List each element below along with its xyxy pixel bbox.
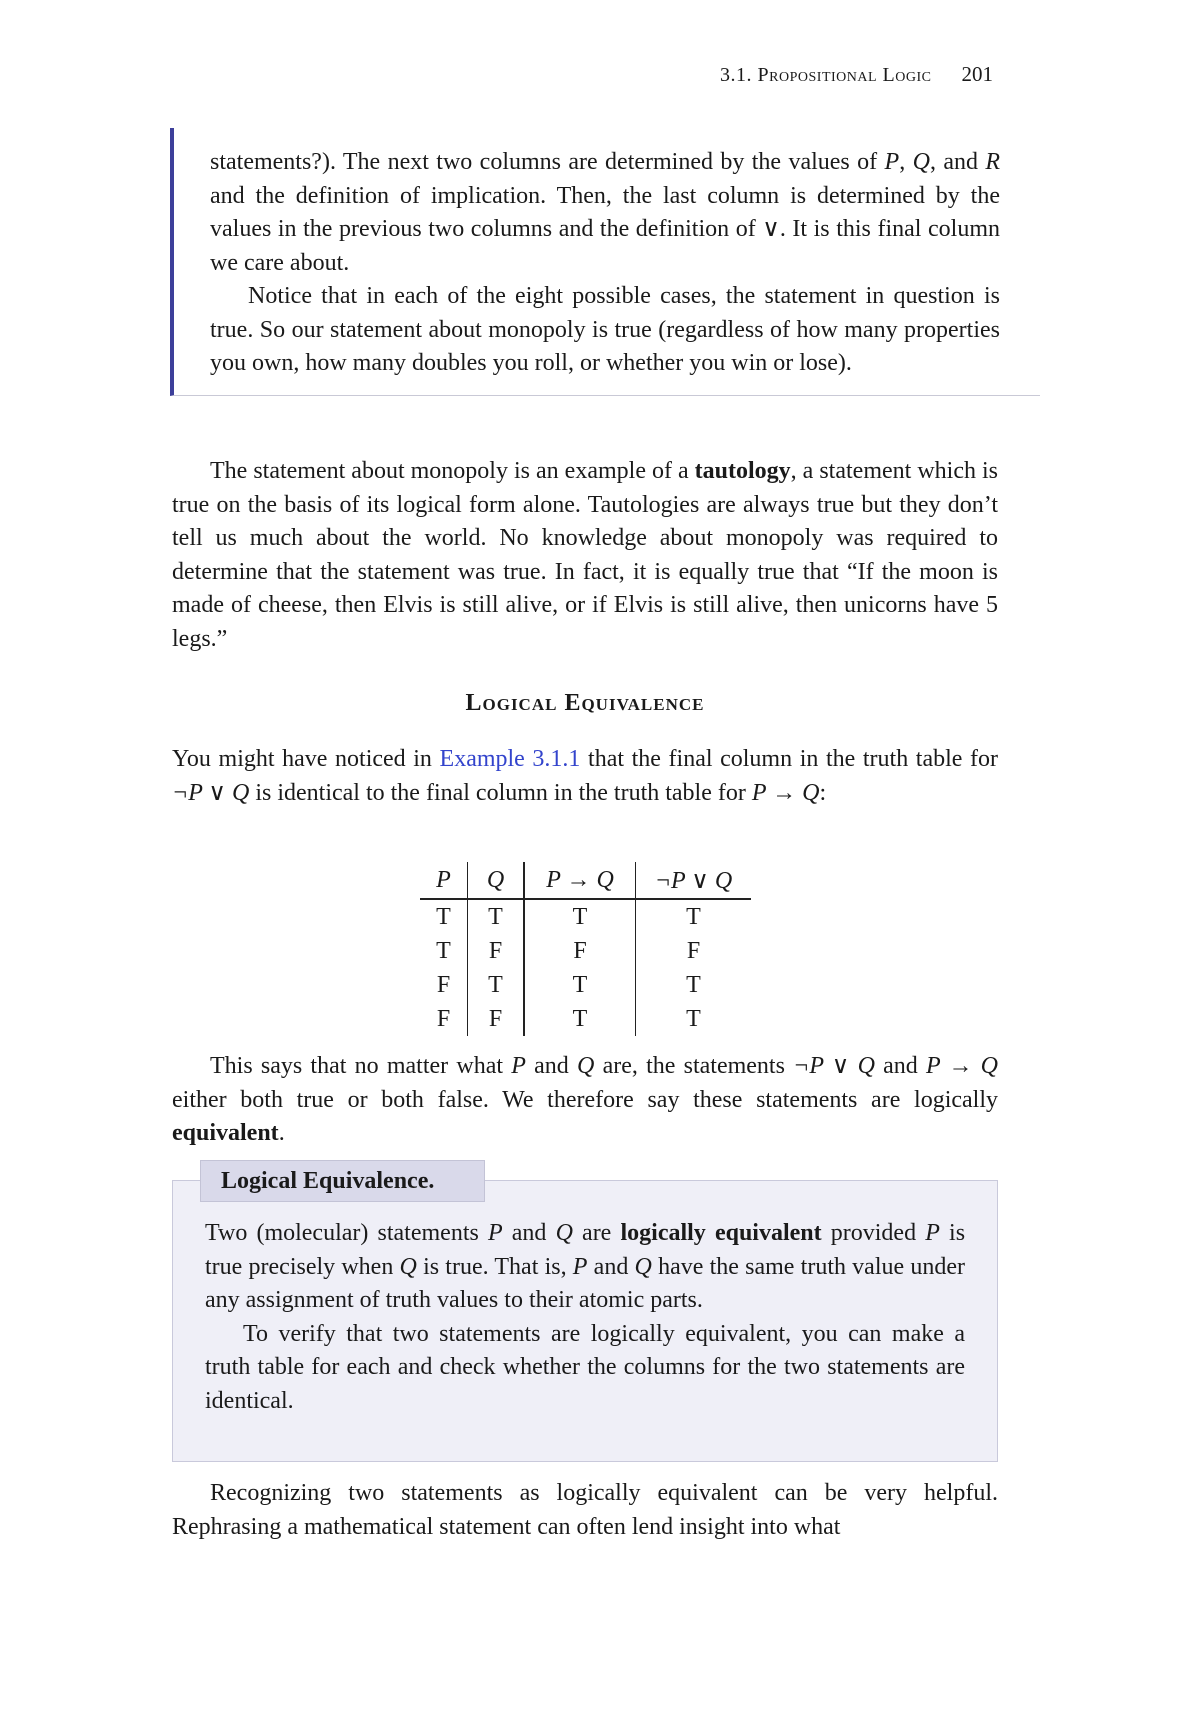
table-cell: T bbox=[686, 1005, 701, 1032]
truth-table-header: Q bbox=[468, 862, 525, 899]
table-row bbox=[420, 968, 751, 1002]
table-cell: F bbox=[420, 968, 468, 1002]
table-cell: T bbox=[420, 899, 468, 934]
example-link[interactable]: Example 3.1.1 bbox=[439, 746, 581, 772]
table-cell: F bbox=[468, 1002, 525, 1036]
table-cell: F bbox=[468, 934, 525, 968]
truth-table-header: P bbox=[420, 862, 468, 899]
table-row bbox=[420, 1002, 751, 1036]
page-number: 201 bbox=[961, 62, 993, 86]
intro-paragraph: You might have noticed in Example 3.1.1 that the final column in the truth table for ¬P ∨ Q is identical to the final column in the truth table for P → Q: bbox=[172, 746, 999, 806]
table-cell: T bbox=[468, 968, 525, 1002]
tautology-paragraph: The statement about monopoly is an example of a tautology, a statement which is true on the basis of its logical form alone. Tautologies are always true but they don’t tell us much about the world. No knowledge about monopoly was required to determine that the statement was true. In fact, it is equally true that “If the moon is made of cheese, then Elvis is still alive, or if Elvis is still alive, then unicorns have 5 legs.” bbox=[172, 458, 998, 652]
example-paragraph-2: Notice that in each of the eight possible cases, the statement in question is true. So our statement about monopoly is true (regardless of how many properties you own, how many doubles you roll, or whether you win or lose). bbox=[210, 283, 1000, 376]
section-title: Logical Equivalence bbox=[465, 690, 705, 716]
table-row bbox=[420, 934, 751, 968]
table-cell: T bbox=[686, 903, 701, 930]
table-cell: T bbox=[524, 899, 636, 934]
term-equivalent: equivalent bbox=[172, 1120, 279, 1146]
example-paragraph-1: statements?). The next two columns are determined by the values of P, Q, and R and the definition of implication. Then, the last column is determined by the values in the previous two columns and the definition of ∨. It is this final column we care about. bbox=[210, 149, 1001, 276]
example-continuation-box bbox=[170, 128, 1040, 396]
table-row bbox=[420, 899, 751, 934]
running-head bbox=[700, 62, 993, 87]
truth-table-header: ¬P ∨ Q bbox=[636, 862, 752, 899]
definition-paragraph-1: Two (molecular) statements P and Q are logically equivalent provided P is true precisely when Q is true. That is, P and Q have the same truth value under any assignment of truth values to their atomic parts. bbox=[205, 1220, 966, 1313]
truth-table-header-row bbox=[420, 862, 751, 899]
definition-paragraph-2: To verify that two statements are logically equivalent, you can make a truth table for each and check whether the columns for the two statements are identical. bbox=[205, 1320, 965, 1414]
definition-title: Logical Equivalence. bbox=[200, 1160, 485, 1202]
table-cell: T bbox=[524, 968, 636, 1002]
definition-box bbox=[172, 1180, 998, 1462]
table-cell: T bbox=[524, 1002, 636, 1036]
term-tautology: tautology bbox=[694, 458, 791, 484]
table-cell: T bbox=[420, 934, 468, 968]
after-table-paragraph: This says that no matter what P and Q are, the statements ¬P ∨ Q and P → Q either both true or both false. We therefore say these statements are logically equivalent. bbox=[172, 1053, 999, 1146]
table-cell: F bbox=[686, 937, 701, 964]
table-cell: F bbox=[420, 1002, 468, 1036]
table-cell: T bbox=[468, 899, 525, 934]
term-logically-equivalent: logically equivalent bbox=[620, 1220, 822, 1246]
table-cell: T bbox=[686, 971, 701, 998]
closing-paragraph: Recognizing two statements as logically equivalent can be very helpful. Rephrasing a mathematical statement can often lend insight into what bbox=[172, 1480, 998, 1540]
table-cell: F bbox=[524, 934, 636, 968]
truth-table bbox=[420, 862, 751, 1036]
running-head-section: 3.1. Propositional Logic bbox=[720, 64, 932, 86]
truth-table-header: P → Q bbox=[524, 862, 636, 899]
